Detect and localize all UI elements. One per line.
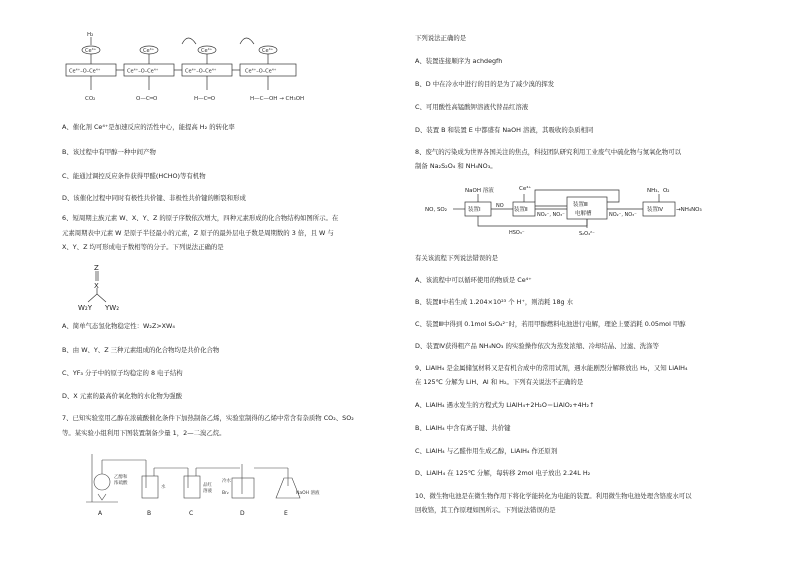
label-c: C [189,510,194,517]
q9-option-b: B、LiAlH₄ 中含有离子键、共价键 [415,424,511,432]
device-4: 装置Ⅳ [647,207,664,213]
flow-naoh: NaOH 溶液 [465,188,494,194]
reagent-a2: 浓硫酸 [114,481,128,486]
product-1: CO₂ [85,96,96,102]
q7-option-a: A、装置连接顺序为 achdegfh [415,57,503,65]
device-3-sub: 电解槽 [575,211,592,217]
core-3: Ce⁴⁺–O–Ce⁴⁺ [185,68,217,75]
q7-stem-line2: 等。某实验小组利用下图装置制备少量 1，2—二溴乙烷。 [62,429,226,437]
q7-question: 下列说法正确的是 [415,34,467,42]
q6-option-a: A、简单气态氢化物稳定性：W₂Z>XW₄ [62,322,175,330]
ce-label-3: Ce⁴⁺ [201,48,213,54]
q9-option-a: A、LiAlH₄ 遇水发生的方程式为 LiAlH₄+2H₂O＝LiAlO₂+4H₂↑ [415,401,595,409]
group-yw2: YW₂ [105,304,120,312]
catalysis-diagram [62,30,352,110]
product-3: H—C═O [194,96,216,102]
flow-ions-1: NO₂⁻, NO₃⁻ [537,212,565,218]
reagent-b: 水 [161,485,166,490]
q8-question: 有关该流程下列说法错误的是 [415,254,499,262]
flow-hso3: HSO₃⁻ [509,230,525,236]
q8-option-c: C、装置Ⅲ中得到 0.1mol S₂O₄²⁻时，若用甲醇燃料电池进行电解，理论上要消耗 0.05mol 甲醇 [415,320,686,328]
flow-input: NO, SO₂ [425,207,447,213]
q8-option-a: A、该流程中可以循环使用的物质是 Ce⁴⁺ [415,276,532,284]
device-3: 装置Ⅲ [573,202,588,208]
h2-label: H₂ [87,32,94,38]
q10-stem-line1: 10、微生物电池是在微生物作用下将化学能转化为电能的装置。利用微生物电池处理含铬废水可以 [415,492,692,500]
reagent-a1: 乙醇和 [114,475,128,480]
q6-option-d: D、X 元素的最高价氧化物的水化物为强酸 [62,392,182,400]
flow-ce: Ce⁴⁺ [519,186,532,192]
q7-stem-line1: 7、已知实验室用乙醇在浓硫酸催化条件下加热制备乙烯，实验室制得的乙烯中常含有杂质物 CO₂、SO₂ [62,414,354,422]
core-2: Ce⁴⁺–O–Ce⁴⁺ [127,68,159,75]
atom-z: Z [94,264,99,272]
q5-option-c: C、能通过调控反应条件获得甲醛(HCHO)等有机物 [62,172,206,180]
q8-option-d: D、装置Ⅳ获得粗产品 NH₄NO₃ 的实验操作依次为蒸发浓缩、冷却结晶、过滤、洗涤等 [415,342,659,350]
ce-label-4: Ce⁴⁺ [262,48,274,54]
label-e: E [284,510,288,517]
q6-stem-line3: X、Y、Z 均可形成电子数相等的分子。下列说法正确的是 [62,243,224,251]
q6-option-c: C、YF₃ 分子中的原子均稳定的 8 电子结构 [62,369,183,377]
molecule-structure [78,262,138,314]
q6-option-b: B、由 W、Y、Z 三种元素组成的化合物均是共价化合物 [62,346,220,354]
q8-option-b: B、装置Ⅱ中若生成 1.204×10²³ 个 H⁺，则消耗 18g 水 [415,298,574,306]
atom-x: X [94,282,99,290]
q8-stem-line2: 制备 Na₂S₂O₄ 和 NH₄NO₃。 [415,162,497,170]
product-4: H—C—OH → CH₃OH [250,96,305,102]
q9-stem-line2: 在 125℃ 分解为 LiH、Al 和 H₂。下列有关说法不正确的是 [415,378,584,386]
reagent-d1: 冷水 [222,479,231,484]
q10-stem-line2: 回收铬，其工作原理如图所示。下列说法错误的是 [415,506,556,514]
group-w2y: W₂Y [78,304,93,312]
ce-label-2: Ce⁴⁺ [143,48,155,54]
q7-option-c: C、可用酸性高锰酸钾溶液代替品红溶液 [415,103,529,111]
device-1: 装置Ⅰ [468,207,481,213]
label-d: D [240,510,245,517]
core-1: Ce⁴⁺–O–Ce⁴⁺ [69,68,101,75]
product-2: O—C═O [136,96,158,102]
q6-stem-line1: 6、短周期主族元素 W、X、Y、Z 的原子序数依次增大，四种元素形成的化合物结构如图所示。在 [62,214,339,222]
label-b: B [147,510,152,517]
flow-output: →NH₄NO₃ [676,207,702,213]
flow-nh3o2: NH₃、O₂ [647,188,670,194]
q5-option-d: D、该催化过程中同时有极性共价键、非极性共价键的断裂和形成 [62,194,246,202]
q9-option-d: D、LiAlH₄ 在 125℃ 分解，每转移 2mol 电子放出 2.24L H₂ [415,469,591,477]
q7-option-d: D、装置 B 和装置 E 中都盛有 NaOH 溶液，其吸收的杂质相同 [415,126,594,134]
apparatus-figure [84,448,344,520]
device-2: 装置Ⅱ [514,207,528,213]
q9-stem-line1: 9、LiAlH₄ 是金属储氢材料又是有机合成中的常用试剂，遇水能剧烈分解释放出 H₂，又知 LiAlH₄ [415,364,688,372]
process-flow [425,180,725,238]
reagent-c2: 溶液 [203,489,212,494]
q9-option-c: C、LiAlH₄ 与乙醛作用生成乙醇，LiAlH₄ 作还原剂 [415,447,558,455]
flow-ions-2: NO₂⁻, NO₃⁻ [609,212,637,218]
q6-stem-line2: 元素周期表中元素 W 是原子半径最小的元素，Z 原子的最外层电子数是周期数的 3 倍，且 W 与 [62,229,334,237]
q8-stem-line1: 8、废气的污染成为世界各国关注的焦点，科技团队研究利用工业废气中硫化物与氮氧化物可以 [415,148,682,156]
flow-s2o4: S₂O₄²⁻ [579,231,595,237]
q7-option-b: B、D 中在冷水中进行的目的是为了减少溴的挥发 [415,80,555,88]
flow-no: NO [496,203,504,209]
q5-option-b: B、该过程中有甲醇一种中间产物 [62,148,156,156]
core-4: Ce⁴⁺–O–Ce⁴⁺ [245,68,277,75]
reagent-d2: Br₂ [222,491,229,496]
ce-label-1: Ce⁴⁺ [85,48,97,54]
reagent-e: NaOH 溶液 [296,491,320,496]
q5-option-a: A、催化剂 Ce⁴⁺是加速反应的活性中心，能提高 H₂ 的转化率 [62,123,235,131]
label-a: A [98,510,103,517]
reagent-c1: 品红 [203,483,212,488]
